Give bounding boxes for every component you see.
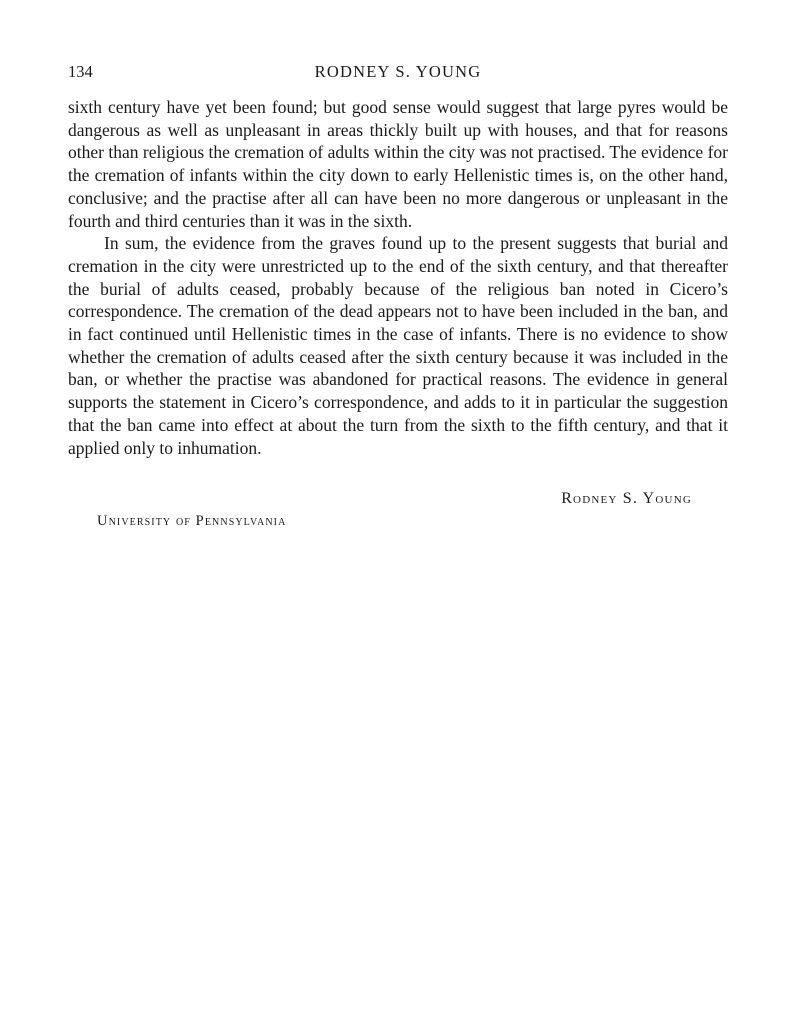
author-affiliation: University of Pennsylvania [97, 513, 287, 529]
page-number: 134 [68, 62, 93, 81]
paragraph-continued: sixth century have yet been found; but good sense would suggest that large pyres would be dangerous as well as unpleasant in areas thickly built up with houses, and that for reasons other than religious the cremation of adults within the city was not practised. The evidence for the cremation of infants within the city down to early Hellenistic times is, on the other hand, conclusive; and the practise after all can have been no more dangerous or unpleasant in the fourth and third centuries than it was in the sixth. [68, 97, 728, 231]
paragraph-summary: In sum, the evidence from the graves found up to the present suggests that burial and cremation in the city were unrestricted up to the end of the sixth century, and that thereafter the burial of adults ceased, probably because of the religious ban noted in Cicero’s correspondence. The cremation of the dead appears not to have been included in the ban, and in fact continued until Hellenistic times in the case of infants. There is no evidence to show whether the cremation of adults ceased after the sixth century because it was included in the ban, or whether the practise was abandoned for practical reasons. The evidence in general supports the statement in Cicero’s correspondence, and adds to it in particular the suggestion that the ban came into effect at about the turn from the sixth to the fifth century, and that it applied only to inhumation. [68, 233, 728, 458]
running-title: RODNEY S. YOUNG [314, 62, 482, 81]
running-head [68, 60, 728, 84]
body-text [68, 96, 728, 459]
author-signature: Rodney S. Young [561, 490, 692, 507]
